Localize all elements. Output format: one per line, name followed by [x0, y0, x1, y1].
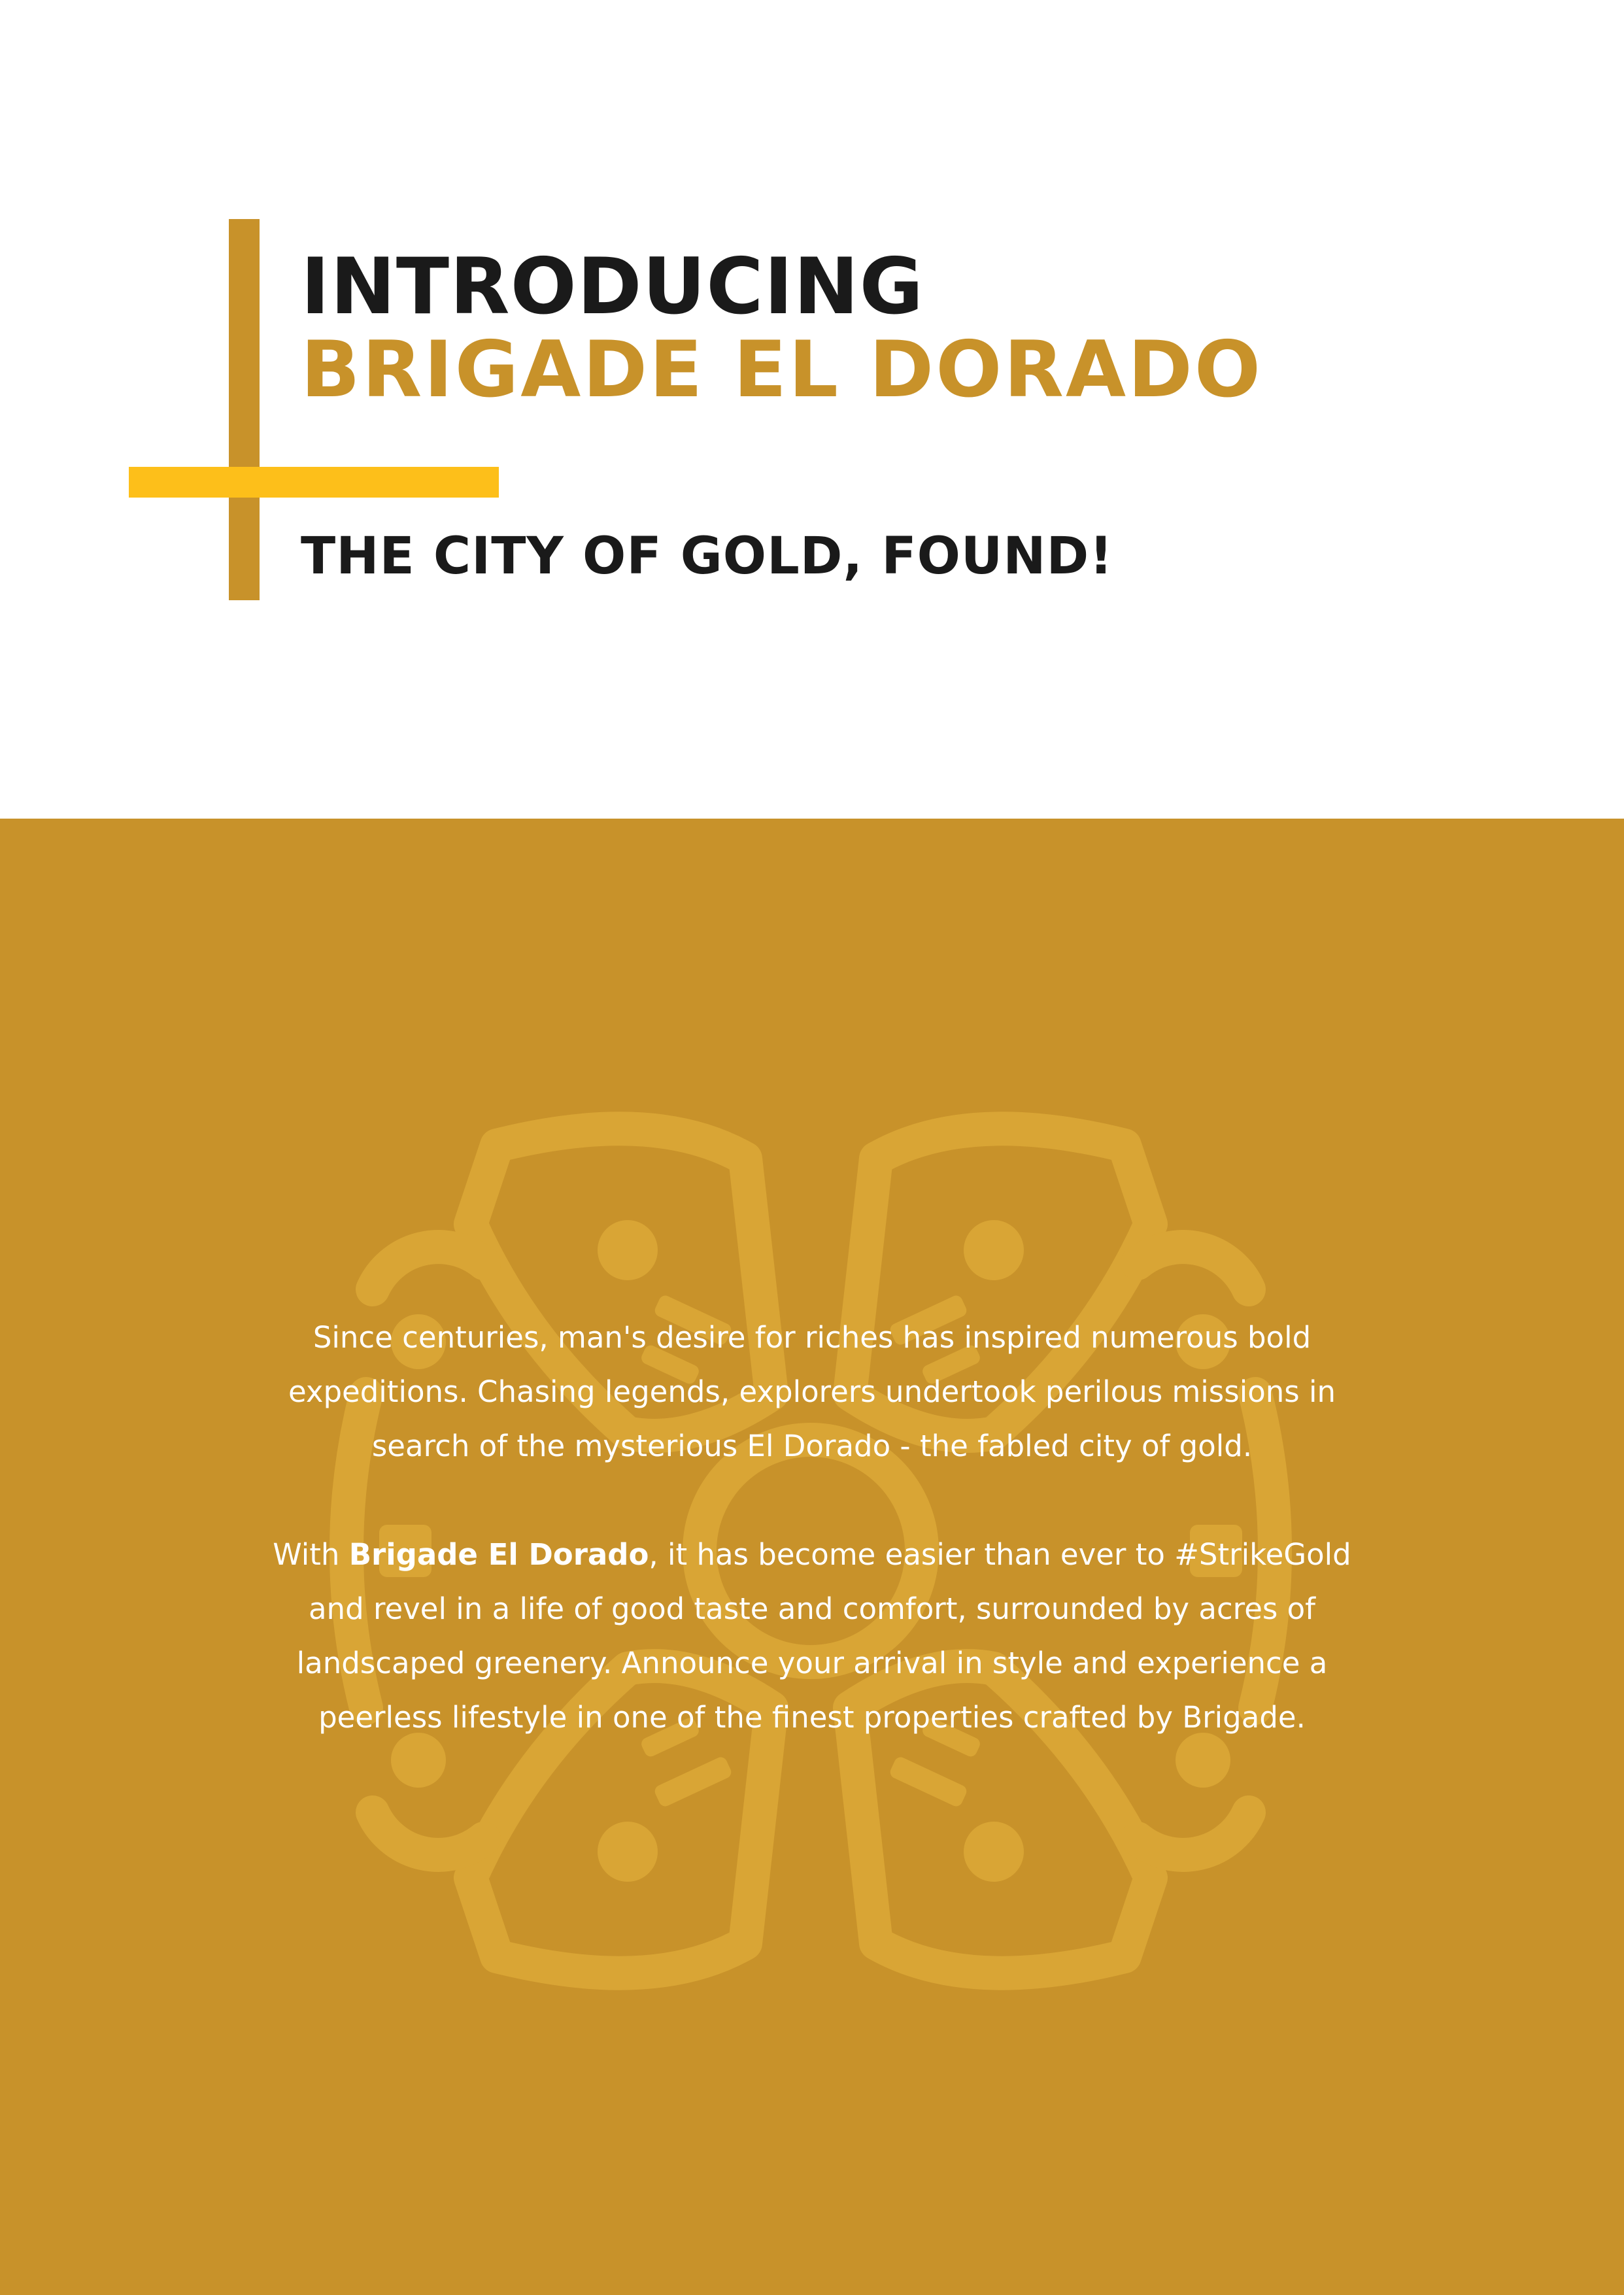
tagline: THE CITY OF GOLD, FOUND!: [301, 527, 1113, 586]
paragraph-brigade: [269, 1527, 1355, 1744]
paragraph-brigade-suffix: , it has become easier than ever to #StrikeGold and revel in a life of good taste and comfort, surrounded by acres of landscaped greenery. Announce your arrival in style and experience a peerless lifestyle in one of the finest properties crafted by Brigade.: [296, 1537, 1351, 1735]
body-copy: [269, 1310, 1355, 1744]
paragraph-intro: Since centuries, man's desire for riches has inspired numerous bold expeditions. Chasing legends, explorers undertook perilous missions in search of the mysterious El Dorado - the fabled city of gold.: [288, 1320, 1336, 1463]
brand-name-emphasis: Brigade El Dorado: [348, 1537, 649, 1572]
yellow-horizontal-bar: [129, 467, 499, 498]
paragraph-brigade-prefix: With: [273, 1537, 349, 1572]
heading-brigade-el-dorado: BRIGADE EL DORADO: [301, 325, 1263, 415]
gold-content-panel: [0, 819, 1624, 2295]
heading-introducing: INTRODUCING: [301, 242, 924, 332]
gold-vertical-bar: [229, 219, 260, 600]
